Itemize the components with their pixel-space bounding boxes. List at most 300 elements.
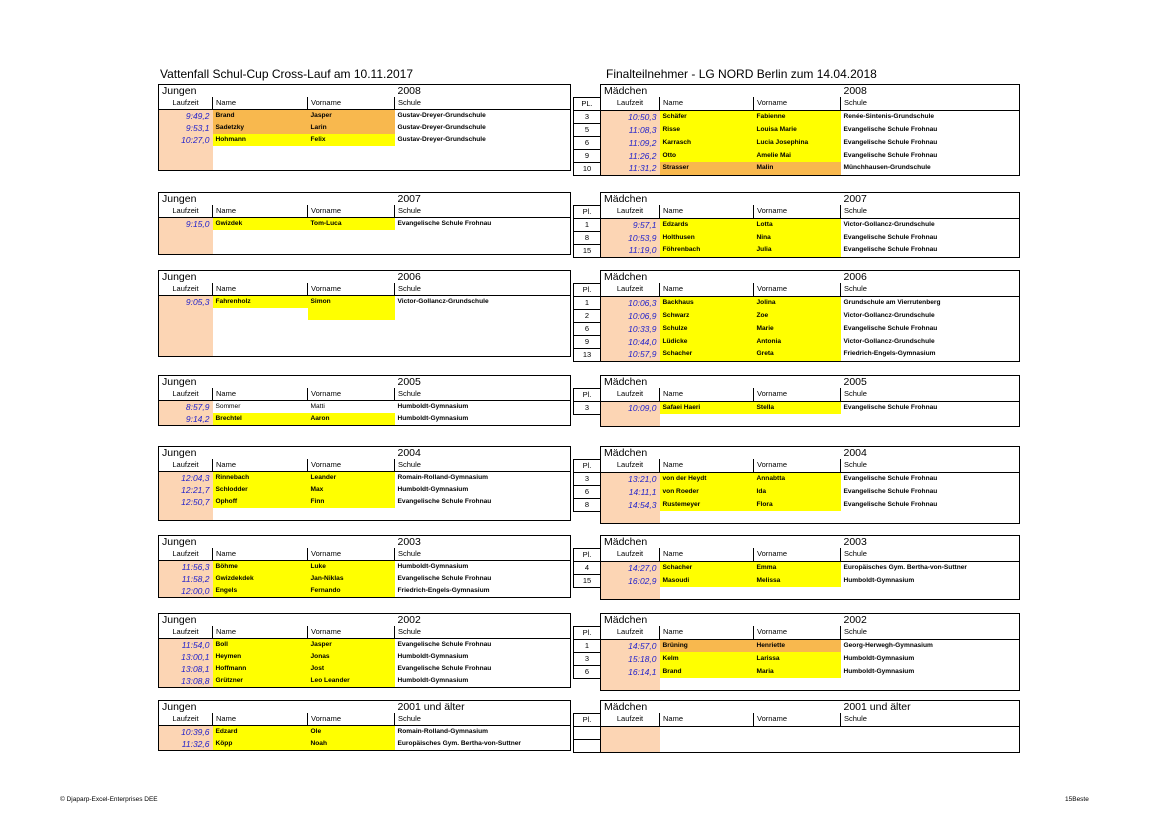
vorname-cell: Nina	[754, 231, 841, 244]
col-name: Name	[660, 626, 754, 639]
laufzeit-cell: 11:54,0	[159, 639, 213, 652]
schule-cell: Evangelische Schule Frohnau	[395, 496, 571, 508]
table-row	[159, 639, 571, 652]
footer-left: © Djaparp-Excel-Enterprises DEE	[60, 796, 158, 803]
col-schule: Schule	[395, 97, 571, 110]
schule-cell: Evangelische Schule Frohnau	[395, 218, 571, 231]
vorname-cell: Julia	[754, 244, 841, 257]
col-vorname: Vorname	[754, 283, 841, 296]
section-label-jungen: Jungen	[159, 536, 213, 549]
section-year: 2008	[395, 85, 571, 98]
col-schule: Schule	[841, 97, 1020, 110]
spacer-cell	[754, 85, 841, 98]
table-row	[574, 296, 1020, 309]
schule-cell: Friedrich-Engels-Gymnasium	[395, 585, 571, 598]
section-label-jungen: Jungen	[159, 271, 213, 284]
table-row	[159, 726, 571, 739]
laufzeit-cell: 16:02,9	[601, 574, 660, 587]
table-row	[574, 322, 1020, 335]
spacer-cell	[213, 614, 308, 627]
vorname-cell: Flora	[754, 498, 841, 511]
section-year-right: 2003	[841, 536, 1020, 549]
laufzeit-cell: 16:14,1	[601, 665, 660, 678]
col-schule: Schule	[395, 713, 571, 726]
col-pl: Pl.	[574, 626, 601, 639]
name-cell: Köpp	[213, 738, 308, 751]
placement-cell	[574, 739, 601, 752]
schule-cell	[395, 242, 571, 255]
schule-cell: Evangelische Schule Frohnau	[395, 639, 571, 652]
pl-spacer	[574, 701, 601, 714]
schule-cell	[841, 511, 1020, 524]
table-row	[159, 308, 571, 320]
schule-cell: Gustav-Dreyer-Grundschule	[395, 110, 571, 123]
boys-table-5	[158, 535, 571, 598]
name-cell: Föhrenbach	[660, 244, 754, 257]
vorname-cell	[308, 146, 395, 158]
spacer-cell	[213, 271, 308, 284]
laufzeit-cell: 14:54,3	[601, 498, 660, 511]
table-row	[574, 665, 1020, 678]
schule-cell: Evangelische Schule Frohnau	[841, 472, 1020, 485]
laufzeit-cell	[601, 726, 660, 739]
table-row	[159, 651, 571, 663]
section-year-right: 2001 und älter	[841, 701, 1020, 714]
boys-table-4	[158, 446, 571, 521]
name-cell	[213, 146, 308, 158]
vorname-cell: Jan-Niklas	[308, 573, 395, 585]
schule-cell: Friedrich-Engels-Gymnasium	[841, 348, 1020, 361]
vorname-cell: Simon	[308, 296, 395, 309]
col-pl: Pl.	[574, 283, 601, 296]
title-left: Vattenfall Schul-Cup Cross-Lauf am 10.11.2017	[160, 67, 414, 81]
table-row	[574, 123, 1020, 136]
placement-cell: 15	[574, 244, 601, 257]
col-pl: PL.	[574, 97, 601, 110]
boys-table-3	[158, 375, 571, 426]
laufzeit-cell: 15:18,0	[601, 652, 660, 665]
section-year-right: 2006	[841, 271, 1020, 284]
col-name: Name	[660, 283, 754, 296]
vorname-cell: Felix	[308, 134, 395, 146]
col-vorname: Vorname	[308, 97, 395, 110]
vorname-cell	[308, 508, 395, 521]
placement-cell: 10	[574, 162, 601, 175]
table-row	[574, 348, 1020, 361]
table-row	[159, 134, 571, 146]
name-cell	[660, 678, 754, 691]
spacer-cell	[754, 536, 841, 549]
schule-cell: Evangelische Schule Frohnau	[841, 401, 1020, 414]
name-cell: Strasser	[660, 162, 754, 175]
laufzeit-cell: 10:06,9	[601, 309, 660, 322]
laufzeit-cell: 10:09,0	[601, 401, 660, 414]
table-row	[159, 738, 571, 751]
spacer-cell	[308, 536, 395, 549]
schule-cell: Humboldt-Gymnasium	[841, 665, 1020, 678]
table-row	[159, 484, 571, 496]
table-row	[159, 561, 571, 574]
placement-cell: 6	[574, 136, 601, 149]
table-row	[574, 401, 1020, 414]
boys-table-1	[158, 192, 571, 255]
placement-cell: 4	[574, 561, 601, 574]
schule-cell	[395, 146, 571, 158]
col-vorname: Vorname	[308, 548, 395, 561]
schule-cell: Romain-Rolland-Gymnasium	[395, 472, 571, 485]
vorname-cell	[754, 587, 841, 600]
col-pl: Pl.	[574, 548, 601, 561]
girls-table-4	[573, 446, 1020, 524]
vorname-cell	[308, 332, 395, 344]
table-row	[159, 230, 571, 242]
placement-cell: 9	[574, 335, 601, 348]
name-cell: Boll	[213, 639, 308, 652]
boys-table-2	[158, 270, 571, 357]
name-cell: Rustemeyer	[660, 498, 754, 511]
placement-cell: 9	[574, 149, 601, 162]
table-row	[159, 122, 571, 134]
name-cell: Brand	[660, 665, 754, 678]
col-vorname: Vorname	[754, 459, 841, 472]
col-laufzeit: Laufzeit	[601, 205, 660, 218]
col-name: Name	[213, 713, 308, 726]
col-laufzeit: Laufzeit	[159, 713, 213, 726]
name-cell	[213, 344, 308, 357]
schule-cell: Evangelische Schule Frohnau	[841, 322, 1020, 335]
col-name: Name	[660, 205, 754, 218]
name-cell: Masoudi	[660, 574, 754, 587]
vorname-cell: Fabienne	[754, 110, 841, 123]
laufzeit-cell	[159, 242, 213, 255]
schule-cell	[395, 158, 571, 171]
spacer-cell	[308, 701, 395, 714]
pl-spacer	[574, 536, 601, 549]
spacer-cell	[308, 85, 395, 98]
laufzeit-cell	[159, 158, 213, 171]
col-name: Name	[213, 283, 308, 296]
table-row	[159, 508, 571, 521]
laufzeit-cell: 13:08,1	[159, 663, 213, 675]
laufzeit-cell: 14:57,0	[601, 639, 660, 652]
laufzeit-cell: 11:58,2	[159, 573, 213, 585]
section-label-maedchen: Mädchen	[601, 614, 660, 627]
laufzeit-cell	[159, 344, 213, 357]
schule-cell: Humboldt-Gymnasium	[395, 413, 571, 426]
schule-cell: Evangelische Schule Frohnau	[841, 498, 1020, 511]
vorname-cell: Jolina	[754, 296, 841, 309]
col-vorname: Vorname	[308, 388, 395, 401]
vorname-cell	[308, 308, 395, 320]
name-cell	[213, 242, 308, 255]
placement-cell: 6	[574, 485, 601, 498]
section-label-maedchen: Mädchen	[601, 376, 660, 389]
schule-cell: Renée-Sintenis-Grundschule	[841, 110, 1020, 123]
name-cell	[660, 587, 754, 600]
spacer-cell	[308, 376, 395, 389]
spacer-cell	[754, 447, 841, 460]
placement-cell: 2	[574, 309, 601, 322]
name-cell: Ophoff	[213, 496, 308, 508]
laufzeit-cell: 11:56,3	[159, 561, 213, 574]
boys-table-6	[158, 613, 571, 688]
table-row	[574, 335, 1020, 348]
vorname-cell	[308, 320, 395, 332]
spacer-cell	[660, 85, 754, 98]
placement-cell: 5	[574, 123, 601, 136]
name-cell: Hohmann	[213, 134, 308, 146]
spacer-cell	[754, 193, 841, 206]
girls-table-3	[573, 375, 1020, 427]
table-row	[159, 146, 571, 158]
table-row	[159, 242, 571, 255]
name-cell: Backhaus	[660, 296, 754, 309]
name-cell	[213, 308, 308, 320]
vorname-cell: Jost	[308, 663, 395, 675]
section-label-maedchen: Mädchen	[601, 271, 660, 284]
table-row	[574, 511, 1020, 524]
spacer-cell	[660, 271, 754, 284]
name-cell: Schulze	[660, 322, 754, 335]
placement-cell: 1	[574, 639, 601, 652]
col-vorname: Vorname	[754, 548, 841, 561]
laufzeit-cell	[601, 587, 660, 600]
laufzeit-cell: 10:44,0	[601, 335, 660, 348]
schule-cell: Victor-Gollancz-Grundschule	[395, 296, 571, 309]
col-laufzeit: Laufzeit	[601, 388, 660, 401]
spacer-cell	[308, 447, 395, 460]
table-row	[574, 231, 1020, 244]
section-label-jungen: Jungen	[159, 193, 213, 206]
col-schule: Schule	[395, 459, 571, 472]
placement-cell	[574, 587, 601, 600]
laufzeit-cell	[601, 739, 660, 752]
laufzeit-cell	[601, 511, 660, 524]
col-name: Name	[213, 548, 308, 561]
table-row	[159, 675, 571, 688]
table-row	[159, 585, 571, 598]
girls-table-2	[573, 270, 1020, 362]
col-laufzeit: Laufzeit	[159, 548, 213, 561]
name-cell: Brüning	[660, 639, 754, 652]
vorname-cell: Max	[308, 484, 395, 496]
section-year: 2006	[395, 271, 571, 284]
name-cell: Gwizdekdek	[213, 573, 308, 585]
name-cell: Schlodder	[213, 484, 308, 496]
col-schule: Schule	[395, 205, 571, 218]
laufzeit-cell	[601, 414, 660, 427]
col-schule: Schule	[841, 713, 1020, 726]
name-cell: Safaei Haeri	[660, 401, 754, 414]
name-cell: Grützner	[213, 675, 308, 688]
col-schule: Schule	[841, 205, 1020, 218]
table-row	[574, 149, 1020, 162]
laufzeit-cell: 13:00,1	[159, 651, 213, 663]
vorname-cell: Amelie Mai	[754, 149, 841, 162]
section-label-maedchen: Mädchen	[601, 536, 660, 549]
name-cell	[660, 739, 754, 752]
laufzeit-cell: 10:06,3	[601, 296, 660, 309]
spacer-cell	[308, 271, 395, 284]
vorname-cell	[308, 230, 395, 242]
vorname-cell: Greta	[754, 348, 841, 361]
col-vorname: Vorname	[308, 283, 395, 296]
name-cell: Schwarz	[660, 309, 754, 322]
schule-cell: Evangelische Schule Frohnau	[395, 573, 571, 585]
vorname-cell: Tom-Luca	[308, 218, 395, 231]
table-row	[159, 332, 571, 344]
col-vorname: Vorname	[754, 713, 841, 726]
spacer-cell	[660, 193, 754, 206]
girls-table-6	[573, 613, 1020, 691]
section-year-right: 2005	[841, 376, 1020, 389]
vorname-cell: Ole	[308, 726, 395, 739]
name-cell: Böhme	[213, 561, 308, 574]
col-laufzeit: Laufzeit	[601, 459, 660, 472]
name-cell: Lüdicke	[660, 335, 754, 348]
section-year: 2001 und älter	[395, 701, 571, 714]
laufzeit-cell: 10:53,9	[601, 231, 660, 244]
laufzeit-cell: 12:50,7	[159, 496, 213, 508]
vorname-cell: Maria	[754, 665, 841, 678]
col-name: Name	[213, 626, 308, 639]
schule-cell: Europäisches Gym. Bertha-von-Suttner	[841, 561, 1020, 574]
col-laufzeit: Laufzeit	[159, 459, 213, 472]
col-name: Name	[660, 388, 754, 401]
table-row	[574, 639, 1020, 652]
schule-cell	[395, 508, 571, 521]
col-vorname: Vorname	[308, 459, 395, 472]
schule-cell: Grundschule am Vierrutenberg	[841, 296, 1020, 309]
table-row	[574, 218, 1020, 231]
col-vorname: Vorname	[308, 713, 395, 726]
placement-cell: 8	[574, 498, 601, 511]
table-row	[574, 472, 1020, 485]
laufzeit-cell: 13:08,8	[159, 675, 213, 688]
vorname-cell	[754, 678, 841, 691]
vorname-cell: Jonas	[308, 651, 395, 663]
col-name: Name	[660, 713, 754, 726]
table-row	[574, 485, 1020, 498]
name-cell	[213, 508, 308, 521]
spacer-cell	[308, 614, 395, 627]
schule-cell: Humboldt-Gymnasium	[395, 651, 571, 663]
placement-cell: 8	[574, 231, 601, 244]
placement-cell: 13	[574, 348, 601, 361]
vorname-cell: Jasper	[308, 639, 395, 652]
boys-table-7	[158, 700, 571, 751]
laufzeit-cell: 13:21,0	[601, 472, 660, 485]
name-cell	[213, 332, 308, 344]
col-vorname: Vorname	[754, 388, 841, 401]
placement-cell: 3	[574, 401, 601, 414]
girls-table-1	[573, 192, 1020, 258]
laufzeit-cell: 12:21,7	[159, 484, 213, 496]
vorname-cell: Zoe	[754, 309, 841, 322]
spacer-cell	[660, 536, 754, 549]
vorname-cell: Matti	[310, 403, 325, 410]
col-vorname: Vorname	[754, 205, 841, 218]
table-row	[159, 110, 571, 123]
section-label-maedchen: Mädchen	[601, 447, 660, 460]
vorname-cell	[754, 739, 841, 752]
name-cell	[213, 320, 308, 332]
placement-cell	[574, 414, 601, 427]
table-row	[574, 574, 1020, 587]
vorname-cell: Fernando	[308, 585, 395, 598]
schule-cell: Humboldt-Gymnasium	[395, 484, 571, 496]
table-row	[574, 309, 1020, 322]
laufzeit-cell	[159, 146, 213, 158]
schule-cell: Evangelische Schule Frohnau	[841, 149, 1020, 162]
section-year-right: 2002	[841, 614, 1020, 627]
laufzeit-cell: 11:26,2	[601, 149, 660, 162]
spacer-cell	[754, 614, 841, 627]
table-row	[159, 320, 571, 332]
schule-cell	[395, 344, 571, 357]
vorname-cell: Leander	[308, 472, 395, 485]
section-year-right: 2004	[841, 447, 1020, 460]
col-schule: Schule	[395, 283, 571, 296]
name-cell: Schacher	[660, 348, 754, 361]
schule-cell	[395, 332, 571, 344]
col-laufzeit: Laufzeit	[601, 713, 660, 726]
vorname-cell	[754, 414, 841, 427]
schule-cell: Humboldt-Gymnasium	[841, 652, 1020, 665]
table-row	[574, 414, 1020, 427]
col-schule: Schule	[841, 548, 1020, 561]
laufzeit-cell: 12:04,3	[159, 472, 213, 485]
table-row	[159, 573, 571, 585]
spacer-cell	[660, 447, 754, 460]
placement-cell: 1	[574, 218, 601, 231]
placement-cell: 6	[574, 322, 601, 335]
laufzeit-cell: 11:32,6	[159, 738, 213, 751]
schule-cell: Evangelische Schule Frohnau	[841, 231, 1020, 244]
schule-cell: Romain-Rolland-Gymnasium	[395, 726, 571, 739]
laufzeit-cell: 11:08,3	[601, 123, 660, 136]
col-name: Name	[660, 97, 754, 110]
col-vorname: Vorname	[754, 626, 841, 639]
vorname-cell: Lotta	[754, 218, 841, 231]
name-cell: Heymen	[213, 651, 308, 663]
name-cell	[660, 726, 754, 739]
schule-cell	[841, 414, 1020, 427]
schule-cell: Humboldt-Gymnasium	[395, 561, 571, 574]
col-schule: Schule	[841, 388, 1020, 401]
section-label-jungen: Jungen	[159, 701, 213, 714]
pl-spacer	[574, 271, 601, 284]
section-year-right: 2007	[841, 193, 1020, 206]
schule-cell: Victor-Gollancz-Grundschule	[841, 309, 1020, 322]
vorname-cell	[308, 158, 395, 171]
schule-cell: Georg-Herwegh-Gymnasium	[841, 639, 1020, 652]
name-cell: Edzard	[213, 726, 308, 739]
schule-cell: Europäisches Gym. Bertha-von-Suttner	[395, 738, 571, 751]
laufzeit-cell: 10:27,0	[159, 134, 213, 146]
spacer-cell	[754, 376, 841, 389]
laufzeit-cell	[159, 308, 213, 320]
table-row	[159, 296, 571, 309]
placement-cell: 6	[574, 665, 601, 678]
section-label-jungen: Jungen	[159, 614, 213, 627]
laufzeit-cell: 9:05,3	[159, 296, 213, 309]
section-year: 2004	[395, 447, 571, 460]
section-label-jungen: Jungen	[159, 376, 213, 389]
table-row	[159, 401, 571, 414]
placement-cell	[574, 678, 601, 691]
schule-cell: Evangelische Schule Frohnau	[841, 485, 1020, 498]
